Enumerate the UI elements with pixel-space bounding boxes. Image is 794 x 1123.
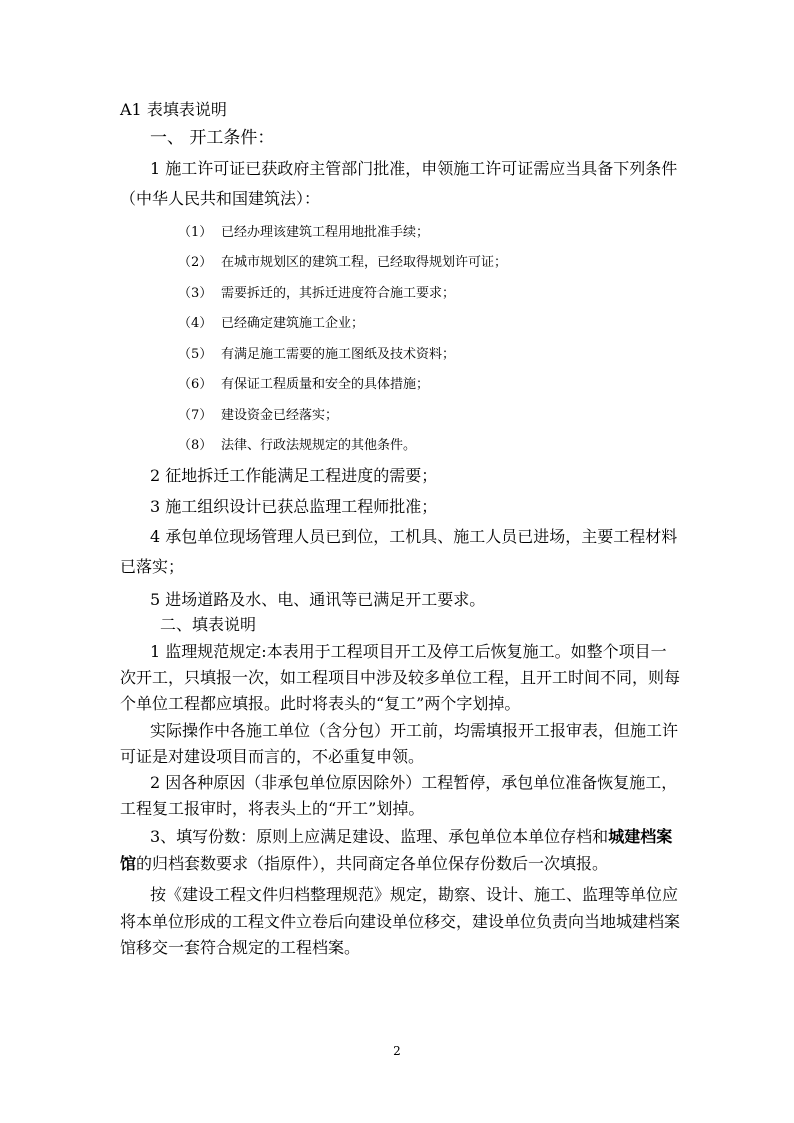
list-item: 建设资金已经落实； xyxy=(221,408,339,423)
section1-heading: 一、 开工条件： xyxy=(150,128,275,148)
list-item-num: （6） xyxy=(178,377,213,392)
list-item-num: （8） xyxy=(178,438,213,453)
s2-para4-text-cont: 的归档套数要求（指原件），共同商定各单位保存份数后一次填报。 xyxy=(136,854,609,873)
s2-para1-line1: 1 监理规范规定:本表用于工程项目开工及停工后恢复施工。如整个项目一 xyxy=(150,642,667,661)
para1-line1: 1 施工许可证已获政府主管部门批准，申领施工许可证需应当具备下列条件 xyxy=(150,159,678,178)
list-item-num: （2） xyxy=(178,255,213,270)
list-item-num: （3） xyxy=(178,286,213,301)
s2-para2-line2: 可证是对建设项目而言的，不必重复申领。 xyxy=(120,747,425,766)
item4-line2: 已落实； xyxy=(120,557,185,576)
item5: 5 进场道路及水、电、通讯等已满足开工要求。 xyxy=(150,590,486,609)
list-item: 有满足施工需要的施工图纸及技术资料； xyxy=(221,347,456,362)
list-item-num: （5） xyxy=(178,347,213,362)
list-item-num: （4） xyxy=(178,316,213,331)
list-item: 法律、行政法规规定的其他条件。 xyxy=(221,438,417,453)
s2-para5-line3: 馆移交一套符合规定的工程档案。 xyxy=(120,938,361,957)
s2-para4-line2 xyxy=(120,854,608,874)
s2-para3-line2: 工程复工报审时，将表头上的“开工”划掉。 xyxy=(120,799,425,818)
s2-para4-line1 xyxy=(150,827,672,847)
item3: 3 施工组织设计已获总监理工程师批准； xyxy=(150,497,438,516)
doc-title: A1 表填表说明 xyxy=(120,100,227,119)
section2-heading: 二、填表说明 xyxy=(160,615,257,634)
s2-para5-line2: 将本单位形成的工程文件立卷后向建设单位移交，建设单位负责向当地城建档案 xyxy=(120,912,681,931)
list-item: 已经办理该建筑工程用地批准手续； xyxy=(221,225,430,240)
list-item: 已经确定建筑施工企业； xyxy=(221,316,365,331)
list-item-num: （7） xyxy=(178,408,213,423)
s2-para1-line3: 个单位工程都应填报。此时将表头的“复工”两个字划掉。 xyxy=(120,694,521,713)
s2-para3-line1: 2 因各种原因（非承包单位原因除外）工程暂停，承包单位准备恢复施工， xyxy=(150,773,678,792)
s2-para2-line1: 实际操作中各施工单位（含分包）开工前，均需填报开工报审表，但施工许 xyxy=(150,721,679,740)
para1-line2: （中华人民共和国建筑法）： xyxy=(120,189,321,208)
list-item: 有保证工程质量和安全的具体措施； xyxy=(221,377,430,392)
s2-para4-bold-cont: 馆 xyxy=(120,854,137,873)
page-number: 2 xyxy=(393,1044,401,1058)
s2-para4-text: 3、填写份数：原则上应满足建设、监理、承包单位本单位存档和 xyxy=(150,827,609,846)
s2-para4-bold: 城建档案 xyxy=(608,827,673,846)
list-item: 在城市规划区的建筑工程，已经取得规划许可证； xyxy=(221,255,508,270)
s2-para5-line1: 按《建设工程文件归档整理规范》规定，勘察、设计、施工、监理等单位应 xyxy=(150,885,679,904)
item2: 2 征地拆迁工作能满足工程进度的需要； xyxy=(150,466,438,485)
s2-para1-line2: 次开工，只填报一次，如工程项目中涉及较多单位工程，且开工时间不同，则每 xyxy=(120,668,681,687)
list-item: 需要拆迁的，其拆迁进度符合施工要求； xyxy=(221,286,456,301)
item4-line1: 4 承包单位现场管理人员已到位，工机具、施工人员已进场，主要工程材料 xyxy=(150,527,678,546)
list-item-num: （1） xyxy=(178,225,213,240)
